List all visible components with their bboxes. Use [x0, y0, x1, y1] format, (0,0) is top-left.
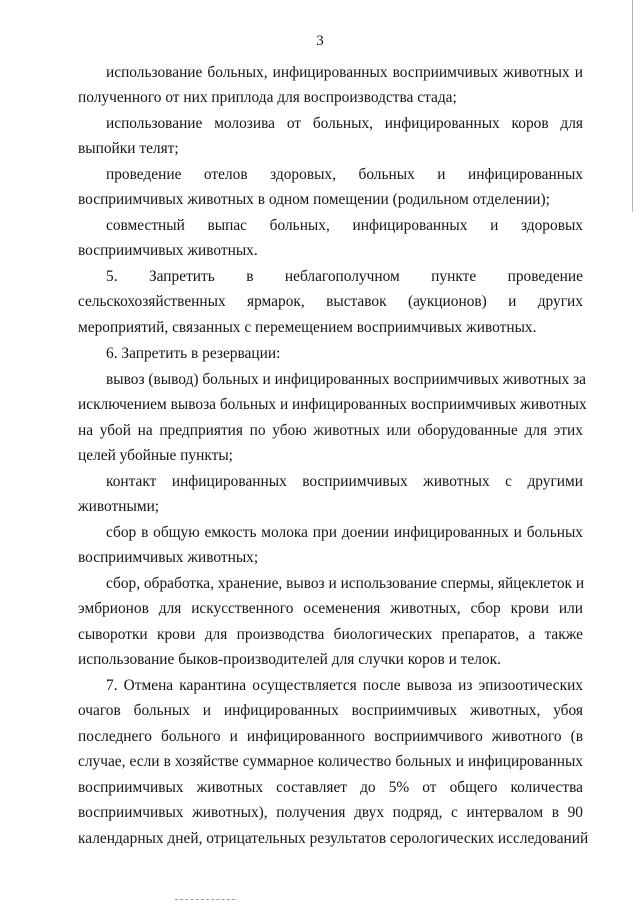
text-line: использование молозива от больных, инфицированных коров для: [106, 115, 583, 132]
text-line: использование больных, инфицированных восприимчивых животных и: [106, 64, 583, 81]
text-line: календарных дней, отрицательных результатов серологических исследований: [78, 830, 589, 847]
text-line: использование быков-производителей для случки коров и телок.: [78, 651, 501, 668]
text-line: исключением вывоза больных и инфицированных восприимчивых животных: [78, 396, 587, 413]
text-line: восприимчивых животных составляет до 5% от общего количества: [78, 779, 583, 796]
page-number: 3: [316, 33, 324, 49]
text-line: восприимчивых животных в одном помещении (родильном отделении);: [78, 191, 550, 208]
text-line: сбор, обработка, хранение, вывоз и использование спермы, яйцеклеток и: [106, 575, 585, 592]
text-line: случае, если в хозяйстве суммарное количество больных и инфицированных: [78, 753, 583, 770]
text-line: полученного от них приплода для воспроизводства стада;: [78, 89, 457, 106]
text-line: восприимчивых животных;: [78, 549, 259, 566]
text-line: восприимчивых животных.: [78, 242, 258, 259]
scan-edge-mark: [632, 0, 633, 212]
text-line: мероприятий, связанных с перемещением восприимчивых животных.: [78, 319, 537, 336]
text-line: проведение отелов здоровых, больных и инфицированных: [106, 166, 583, 183]
text-line: 7. Отмена карантина осуществляется после вывоза из эпизоотических: [106, 677, 583, 694]
text-line: контакт инфицированных восприимчивых животных с другими: [106, 473, 583, 490]
text-line: эмбрионов для искусственного осеменения животных, сбор крови или: [78, 600, 583, 617]
text-line: восприимчивых животных), получения двух подряд, с интервалом в 90: [78, 804, 583, 821]
text-line: вывоз (вывод) больных и инфицированных восприимчивых животных за: [106, 371, 586, 388]
text-line: очагов больных и инфицированных восприимчивых животных, убоя: [78, 702, 583, 719]
text-line: выпойки телят;: [78, 140, 179, 157]
text-line: на убой на предприятия по убою животных или оборудованные для этих: [78, 422, 583, 439]
text-line: сыворотки крови для производства биологических препаратов, а также: [78, 626, 583, 643]
text-line: сельскохозяйственных ярмарок, выставок (аукционов) и других: [78, 293, 583, 310]
text-line: целей убойные пункты;: [78, 447, 233, 464]
text-line: 5. Запретить в неблагополучном пункте проведение: [106, 268, 583, 285]
text-line: 6. Запретить в резервации:: [106, 345, 281, 362]
text-line: последнего больного и инфицированного восприимчивого животного (в: [78, 728, 583, 745]
scan-bottom-mark: [175, 899, 235, 900]
text-line: совместный выпас больных, инфицированных и здоровых: [106, 217, 583, 234]
text-line: животными;: [78, 498, 160, 515]
text-line: сбор в общую емкость молока при доении инфицированных и больных: [106, 524, 583, 541]
